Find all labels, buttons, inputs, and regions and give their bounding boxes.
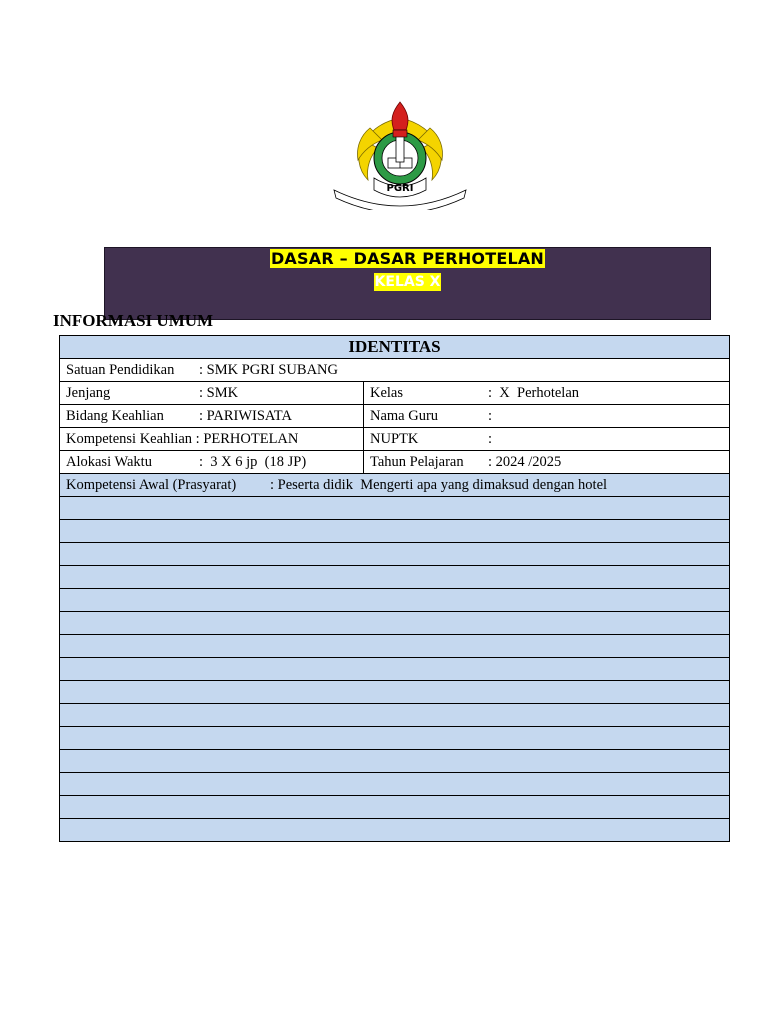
empty-cell [60, 589, 730, 612]
table-cell [60, 405, 364, 428]
empty-row [60, 796, 730, 819]
empty-row [60, 589, 730, 612]
empty-cell [60, 658, 730, 681]
row-value: : PERHOTELAN [195, 430, 299, 447]
table-cell [364, 382, 730, 405]
row-value: : 2024 /2025 [488, 453, 562, 470]
empty-row [60, 566, 730, 589]
empty-row [60, 497, 730, 520]
empty-row [60, 681, 730, 704]
empty-cell [60, 612, 730, 635]
empty-row [60, 704, 730, 727]
empty-row [60, 773, 730, 796]
empty-cell [60, 520, 730, 543]
empty-cell [60, 796, 730, 819]
empty-cell [60, 727, 730, 750]
empty-row [60, 819, 730, 842]
empty-cell [60, 773, 730, 796]
table-cell [364, 428, 730, 451]
class-label: KELAS X [374, 274, 441, 290]
empty-row [60, 543, 730, 566]
table-cell [60, 451, 364, 474]
empty-cell [60, 566, 730, 589]
empty-row [60, 658, 730, 681]
empty-cell [60, 681, 730, 704]
row-label: Jenjang [66, 384, 111, 401]
row-label: Alokasi Waktu [66, 453, 152, 470]
table-row [60, 359, 730, 382]
table-row [60, 405, 730, 428]
title-banner [104, 247, 711, 320]
row-value: : 3 X 6 jp (18 JP) [199, 453, 307, 470]
row-value: : [488, 407, 493, 424]
section-title: INFORMASI UMUM [53, 311, 214, 330]
empty-row [60, 727, 730, 750]
empty-row [60, 635, 730, 658]
row-label: NUPTK [370, 430, 419, 447]
row-value: : SMK [199, 384, 239, 401]
row-label: Bidang Keahlian [66, 407, 164, 424]
empty-row [60, 612, 730, 635]
empty-cell [60, 543, 730, 566]
row-value: : SMK PGRI SUBANG [199, 361, 338, 378]
empty-cell [60, 750, 730, 773]
table-row [60, 382, 730, 405]
pgri-logo [330, 98, 470, 210]
prasyarat-label: Kompetensi Awal (Prasyarat) [66, 476, 237, 493]
empty-cell [60, 704, 730, 727]
empty-cell [60, 497, 730, 520]
prasyarat-value: : Peserta didik Mengerti apa yang dimaksud dengan hotel [270, 476, 608, 493]
table-row [60, 428, 730, 451]
table-cell [60, 474, 730, 497]
prasyarat-row [60, 474, 730, 497]
empty-cell [60, 819, 730, 842]
row-label: Nama Guru [370, 407, 439, 424]
row-value: : [488, 430, 493, 447]
row-label: Satuan Pendidikan [66, 361, 175, 378]
table-cell [60, 428, 364, 451]
table-cell [364, 451, 730, 474]
table-header: IDENTITAS [60, 336, 730, 359]
row-value: : X Perhotelan [488, 384, 580, 401]
row-label: Kelas [370, 384, 404, 401]
row-label: Tahun Pelajaran [370, 453, 464, 470]
svg-text:PGRI: PGRI [386, 183, 414, 194]
table-cell [60, 359, 730, 382]
row-label: Kompetensi Keahlian [66, 430, 193, 447]
identity-table [59, 335, 730, 842]
empty-cell [60, 635, 730, 658]
document-title: DASAR – DASAR PERHOTELAN [270, 249, 545, 268]
table-cell [364, 405, 730, 428]
table-row [60, 451, 730, 474]
row-value: : PARIWISATA [199, 407, 292, 424]
table-header-row [60, 336, 730, 359]
table-cell [60, 382, 364, 405]
empty-row [60, 750, 730, 773]
empty-row [60, 520, 730, 543]
